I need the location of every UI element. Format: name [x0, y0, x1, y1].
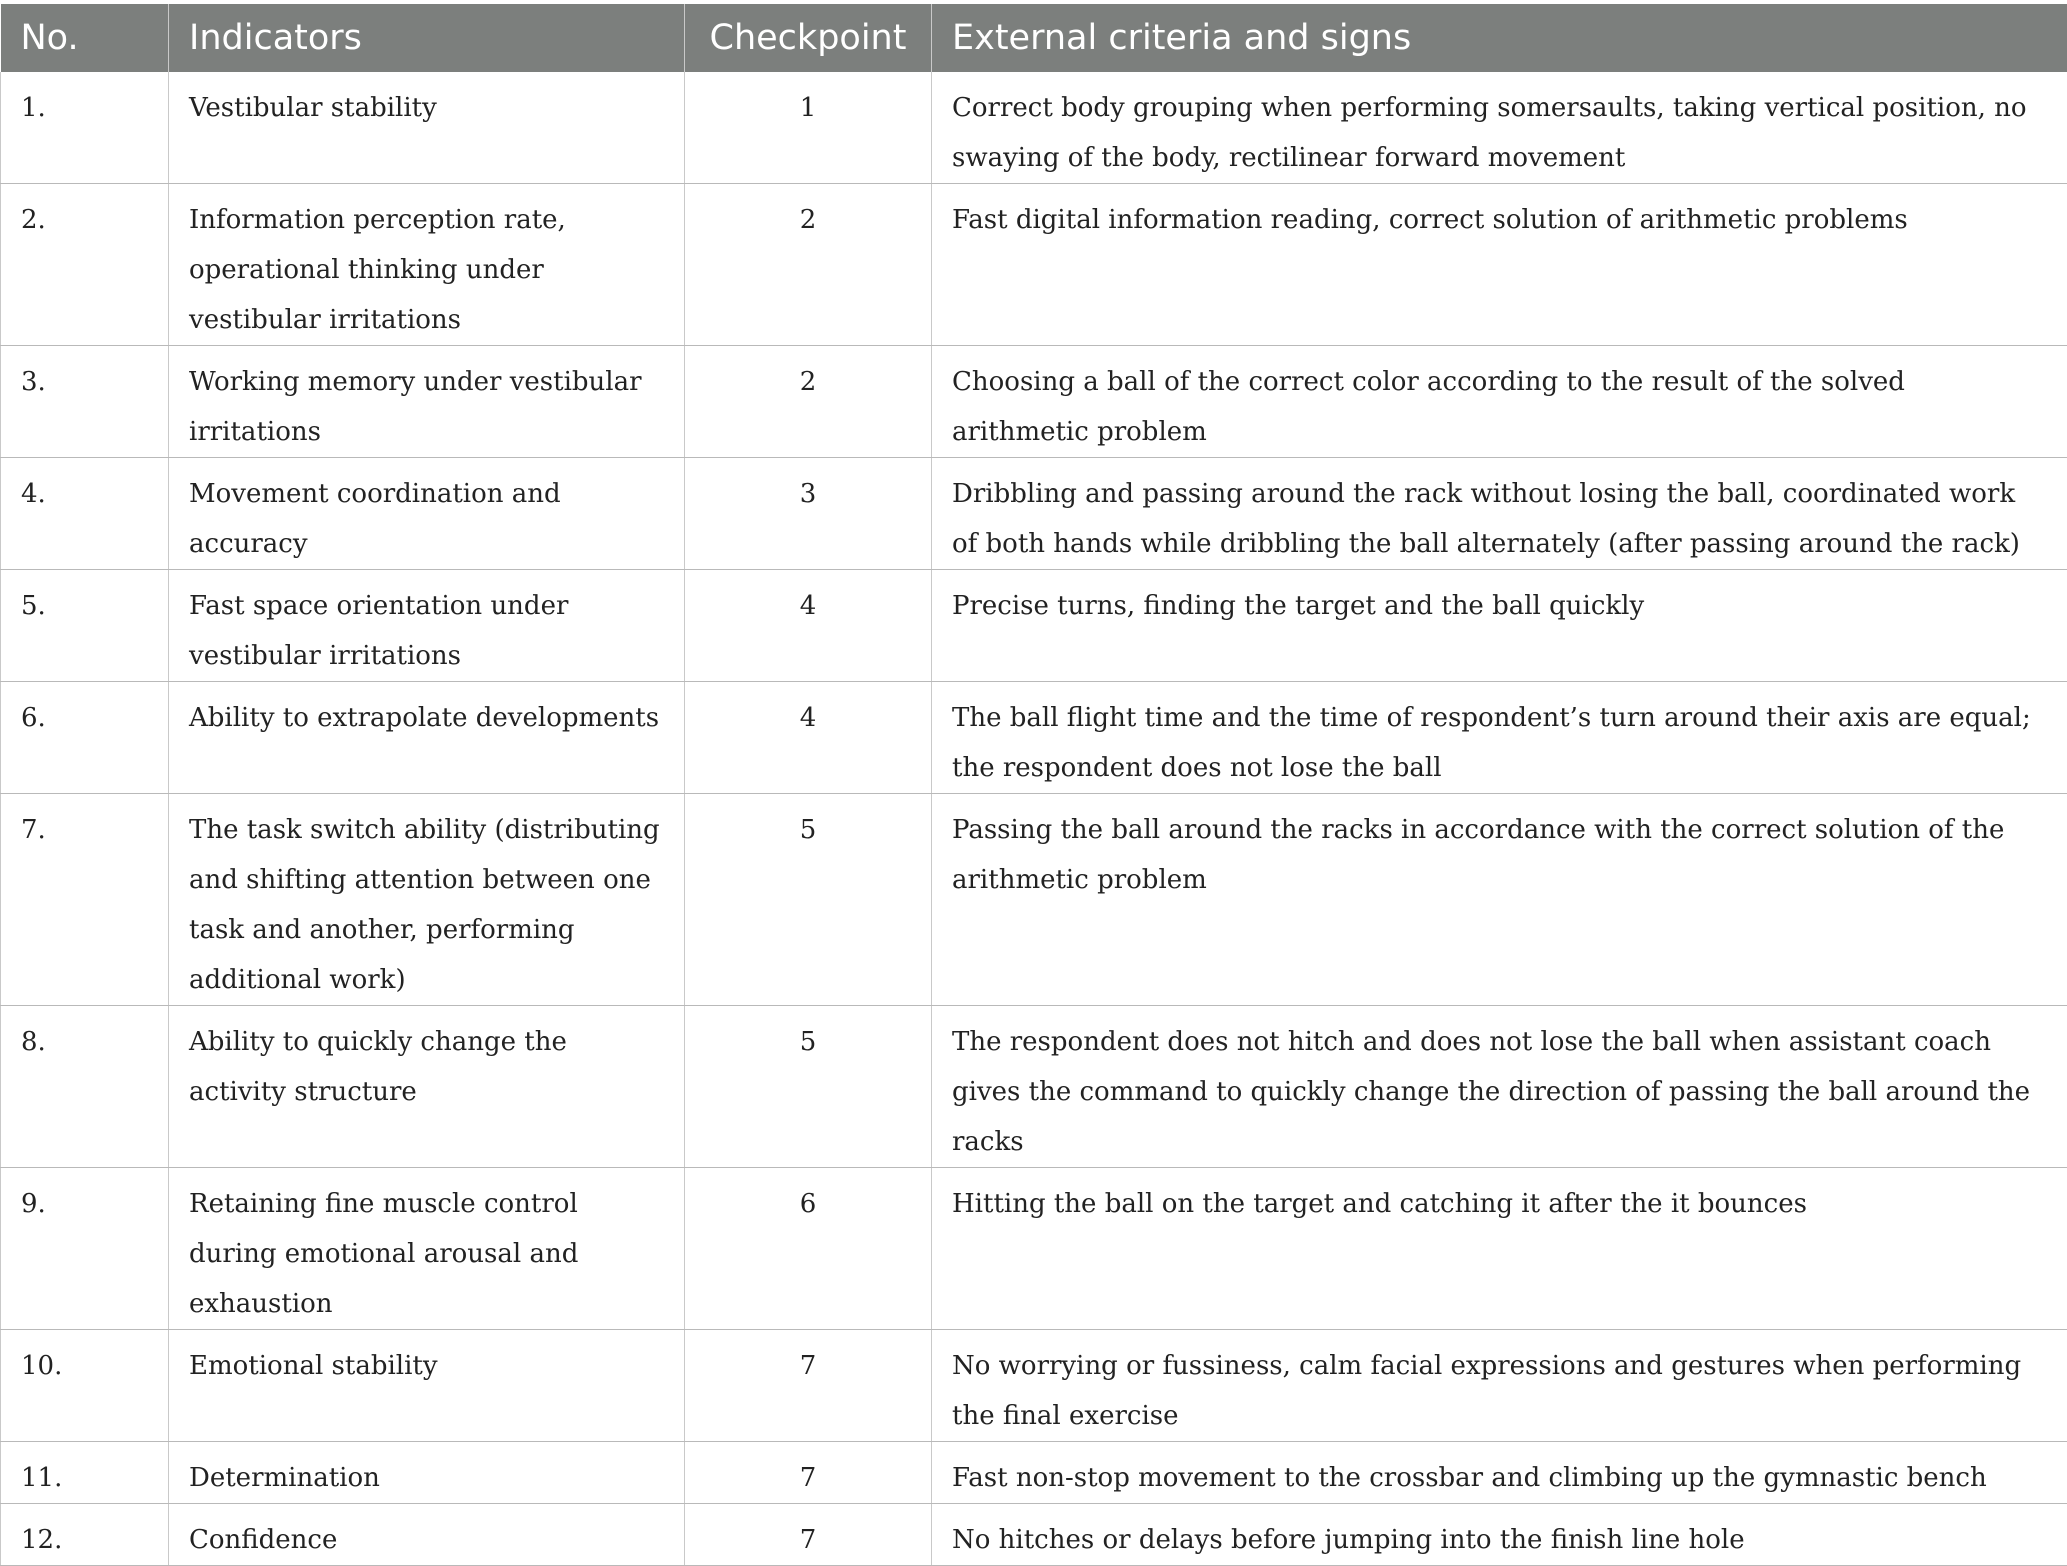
table-header [1, 4, 2067, 72]
table-row [1, 1330, 2067, 1442]
cell-indicator: Fast space orientation under vestibular irritations [169, 570, 685, 682]
header-row [1, 4, 2067, 72]
cell-indicator: Vestibular stability [169, 72, 685, 184]
cell-no: 1. [1, 72, 169, 184]
cell-criteria: No hitches or delays before jumping into the finish line hole [932, 1504, 2067, 1566]
cell-criteria: No worrying or fussiness, calm facial expressions and gestures when performing the final exercise [932, 1330, 2067, 1442]
cell-criteria: Precise turns, finding the target and the ball quickly [932, 570, 2067, 682]
cell-criteria: The ball flight time and the time of respondent’s turn around their axis are equal; the respondent does not lose the ball [932, 682, 2067, 794]
cell-indicator: Ability to quickly change the activity structure [169, 1006, 685, 1168]
cell-checkpoint: 6 [685, 1168, 932, 1330]
table-body [1, 72, 2067, 1566]
cell-no: 10. [1, 1330, 169, 1442]
cell-checkpoint: 5 [685, 794, 932, 1006]
table-row [1, 72, 2067, 184]
cell-checkpoint: 3 [685, 458, 932, 570]
table-row [1, 346, 2067, 458]
cell-criteria: Passing the ball around the racks in accordance with the correct solution of the arithmetic problem [932, 794, 2067, 1006]
cell-no: 8. [1, 1006, 169, 1168]
cell-no: 6. [1, 682, 169, 794]
cell-checkpoint: 5 [685, 1006, 932, 1168]
header-criteria: External criteria and signs [932, 4, 2067, 72]
cell-indicator: Movement coordination and accuracy [169, 458, 685, 570]
table-row [1, 570, 2067, 682]
cell-criteria: Fast non-stop movement to the crossbar and climbing up the gymnastic bench [932, 1442, 2067, 1504]
cell-criteria: Fast digital information reading, correct solution of arithmetic problems [932, 184, 2067, 346]
cell-no: 7. [1, 794, 169, 1006]
cell-no: 4. [1, 458, 169, 570]
cell-indicator: Information perception rate, operational thinking under vestibular irritations [169, 184, 685, 346]
cell-no: 9. [1, 1168, 169, 1330]
cell-indicator: Ability to extrapolate developments [169, 682, 685, 794]
cell-indicator: Working memory under vestibular irritations [169, 346, 685, 458]
cell-checkpoint: 2 [685, 184, 932, 346]
cell-no: 2. [1, 184, 169, 346]
table-row [1, 184, 2067, 346]
cell-checkpoint: 4 [685, 570, 932, 682]
table-row [1, 682, 2067, 794]
cell-checkpoint: 2 [685, 346, 932, 458]
header-no: No. [1, 4, 169, 72]
cell-criteria: Dribbling and passing around the rack without losing the ball, coordinated work of both hands while dribbling the ball alternately (after passing around the rack) [932, 458, 2067, 570]
table-row [1, 1006, 2067, 1168]
header-checkpoint: Checkpoint [685, 4, 932, 72]
table-row [1, 794, 2067, 1006]
table-row [1, 1442, 2067, 1504]
cell-checkpoint: 7 [685, 1330, 932, 1442]
cell-no: 3. [1, 346, 169, 458]
cell-criteria: Choosing a ball of the correct color according to the result of the solved arithmetic problem [932, 346, 2067, 458]
cell-checkpoint: 1 [685, 72, 932, 184]
cell-checkpoint: 7 [685, 1504, 932, 1566]
cell-criteria: Correct body grouping when performing somersaults, taking vertical position, no swaying of the body, rectilinear forward movement [932, 72, 2067, 184]
cell-no: 5. [1, 570, 169, 682]
cell-indicator: Retaining fine muscle control during emotional arousal and exhaustion [169, 1168, 685, 1330]
cell-no: 12. [1, 1504, 169, 1566]
cell-indicator: The task switch ability (distributing and shifting attention between one task and another, performing additional work) [169, 794, 685, 1006]
cell-indicator: Confidence [169, 1504, 685, 1566]
header-indicators: Indicators [169, 4, 685, 72]
criteria-table [0, 4, 2067, 1566]
table-row [1, 1504, 2067, 1566]
cell-checkpoint: 7 [685, 1442, 932, 1504]
cell-indicator: Emotional stability [169, 1330, 685, 1442]
cell-criteria: The respondent does not hitch and does not lose the ball when assistant coach gives the command to quickly change the direction of passing the ball around the racks [932, 1006, 2067, 1168]
cell-criteria: Hitting the ball on the target and catching it after the it bounces [932, 1168, 2067, 1330]
table-row [1, 1168, 2067, 1330]
cell-indicator: Determination [169, 1442, 685, 1504]
table-row [1, 458, 2067, 570]
cell-checkpoint: 4 [685, 682, 932, 794]
cell-no: 11. [1, 1442, 169, 1504]
